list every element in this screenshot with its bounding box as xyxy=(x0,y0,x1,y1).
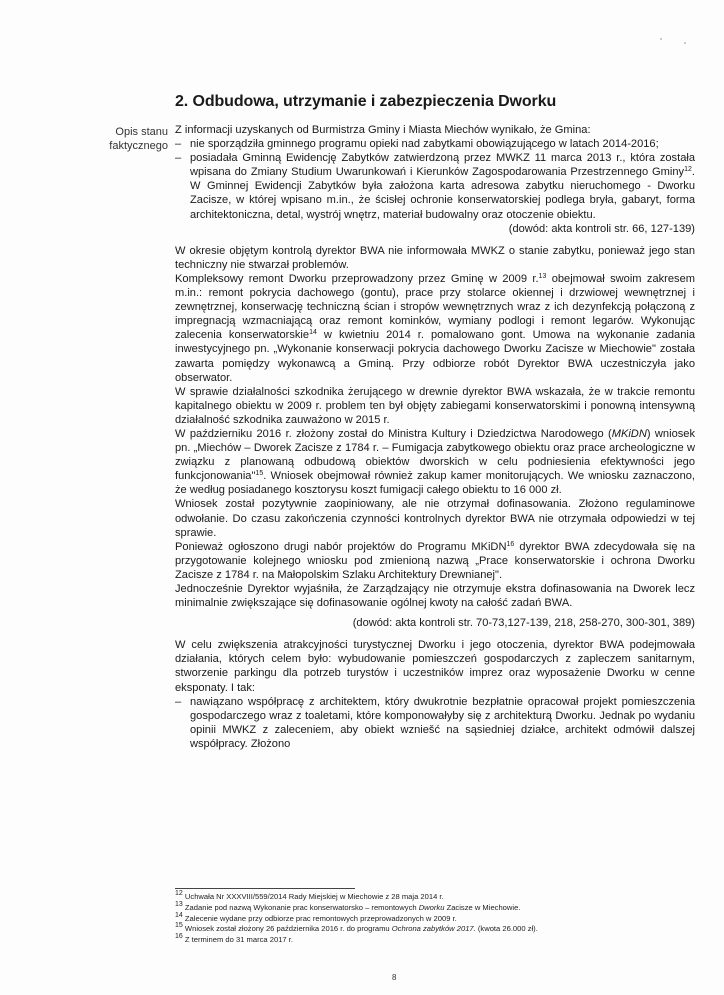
scan-speck xyxy=(684,42,686,44)
footnotes xyxy=(175,892,695,946)
text-run: W październiku 2016 r. złożony został do Ministra Kultury i Dziedzictwa Narodowego ( xyxy=(175,427,612,440)
page-number: 8 xyxy=(392,973,397,982)
footnote-number: 16 xyxy=(175,933,183,941)
footnote xyxy=(175,892,695,903)
evidence-note: (dowód: akta kontroli str. 70-73,127-139, 218, 258-270, 300-301, 389) xyxy=(352,617,695,630)
bullet-item xyxy=(175,151,695,221)
side-label xyxy=(96,125,168,153)
bullet-dash: – xyxy=(175,695,182,708)
footnote xyxy=(175,911,695,925)
footnote-text-italic: Dworku xyxy=(418,902,445,912)
footnote-number: 14 xyxy=(175,911,183,919)
text-run: Ponieważ ogłoszono drugi nabór projektów do Programu MKiDN xyxy=(175,540,507,553)
bullet-dash: – xyxy=(175,138,182,151)
text-run: Kompleksowy remont Dworku przeprowadzony przez Gminę w 2009 r. xyxy=(175,272,539,285)
intro-paragraph: Z informacji uzyskanych od Burmistrza Gminy i Miasta Miechów wynikało, że Gmina: xyxy=(175,124,591,136)
footnote-text: Zacisze w Miechowie. xyxy=(444,902,521,912)
bullet-text: nie sporządziła gminnego programu opieki nad zabytkami obowiązującego w latach 2014-2016; xyxy=(190,138,659,151)
section-heading: 2. Odbudowa, utrzymanie i zabezpieczenia Dworku xyxy=(175,93,557,110)
footnote-number: 12 xyxy=(175,890,183,897)
footnote xyxy=(175,900,695,914)
scan-speck xyxy=(660,38,662,40)
paragraph: W sprawie działalności szkodnika żerującego w drewnie dyrektor BWA wskazała, że w trakcie remontu kapitalnego obiektu w 2009 r. problem ten był objęty zabiegami konserwatorskimi i ponowną intensywną działalność szkodnika zauważono w 2015 r. xyxy=(175,385,695,426)
footnote xyxy=(175,935,695,946)
text-run: . Wniosek obejmował również zakup kamer monitorujących. We wniosku zaznaczono, że według posiadanego kosztorysu koszt fumigacji całego obiektu to 16 000 zł. xyxy=(175,470,695,497)
text-run: dyrektor BWA zdecydowała się na przygotowanie kolejnego wniosku pod zmienioną nazwą „Prace konserwatorskie i ochrona Dworku Zacisze z 1784 r. na Małopolskim Szlaku Architektury Drewnianej". xyxy=(175,540,696,581)
text-run-italic: MKiDN xyxy=(611,427,647,440)
paragraph: Jednocześnie Dyrektor wyjaśniła, że Zarządzający nie otrzymuje ekstra dofinasowania na Dworek lecz minimalnie zwiększające się dofinasowanie ogólnej kwoty na całość zadań BWA. xyxy=(175,583,695,610)
paragraph xyxy=(175,427,695,497)
side-label-line-1: Opis stanu xyxy=(115,126,168,138)
bullet-dash: – xyxy=(175,152,182,165)
bullet-item xyxy=(175,695,695,751)
footnote-number: 13 xyxy=(175,900,183,908)
footnote-ref: 15 xyxy=(255,470,264,478)
footnote-text: Wniosek został złożony 26 października 2016 r. do programu xyxy=(184,924,392,934)
bullet-item xyxy=(175,137,695,151)
footnote-text: (kwota 26.000 zł). xyxy=(475,924,538,934)
paragraph xyxy=(175,540,695,582)
paragraph xyxy=(175,272,695,385)
bullet-text: nawiązano współpracę z architektem, który dwukrotnie bezpłatnie opracował projekt pomieszczenia gospodarczego wraz z toaletami, które komponowałyby się z architekturą Dworku. Jednak po wydaniu opinii MWKZ z zaleceniem, aby obiekt wzniešć na sąsiedniej działce, architekt odmówił dalszej współpracy. Złożono xyxy=(190,695,695,750)
footnote-text: Zadanie pod nazwą Wykonanie prac konserwatorsko – remontowych xyxy=(184,902,419,912)
footnote-ref: 12 xyxy=(684,166,692,174)
footnote-ref: 16 xyxy=(506,540,515,548)
footnote-text-italic: Ochrona zabytków 2017. xyxy=(391,924,476,934)
text-run: obejmował swoim zakresem m.in.: remont pokrycia dachowego (gontu), prace przy stolarce okiennej i drzwiowej wewnętrznej i zewnętrznej, konserwację techniczną ścian i stropów wewnętrznych wraz z ich dezynfekcją połączoną z impregnacją wzmacniającą oraz remont kominków, wymiany podlogi i remont legarów. Wykonując zalecenia konserwatorskie xyxy=(175,272,695,342)
paragraph: W celu zwiększenia atrakcyjności turystycznej Dworku i jego otoczenia, dyrektor BWA podejmowała działania, których celem było: wybudowanie pomieszczeń gospodarczych z zapleczem sanitarnym, stworzenie parkingu dla potrzeb turystów i uczestników imprez oraz wyposażenie Dworku w cenne eksponaty. I tak: xyxy=(175,639,695,694)
footnote-text: Zalecenie wydane przy odbiorze prac remontowych przeprowadzonych w 2009 r. xyxy=(184,913,457,923)
footnote-text: Z terminem do 31 marca 2017 r. xyxy=(184,935,293,945)
text-run: ) wniosek pn. „Miechów – Dworek Zacisze z 1784 r. – Fumigacja zabytkowego obiektu oraz prace archeologiczne w związku z planowaną odbudową obiektów dworskich w celu podniesienia efektywności jego funkcjonowania" xyxy=(175,427,695,483)
bullet-text: . W Gminnej Ewidencji Zabytków była założona karta adresowa zabytku nieruchomego - Dworku Zacisze, w której wpisano m.in., że ścisłej ochronie konserwatorskiej podlega bryła, gabaryt, forma architektoniczna, detal, wystrój wnętrz, materiał budowalny oraz otoczenie obiektu. xyxy=(190,166,695,221)
text-run: w kwietniu 2014 r. pomalowano gont. Umowa na wykonanie zadania inwestycyjnego pn. „Wykonanie konserwacji pokrycia dachowego Dworku Zacisze w Miechowie" została zawarta pomiędzy wykonawcą a Gminą. Przy odbiorze robót Dyrektor BWA uczestniczyła jako obserwator. xyxy=(175,329,696,384)
side-label-line-2: faktycznego xyxy=(109,140,168,152)
footnote-ref: 14 xyxy=(309,329,317,337)
footnote-ref: 13 xyxy=(538,272,547,280)
footnote xyxy=(175,924,695,935)
bullet-text: posiadała Gminną Ewidencję Zabytków zatwierdzoną przez MWKZ 11 marca 2013 r., która została wpisana do Zmiany Studium Uwarunkowań i Kierunków Zagospodarowania Przestrzennego Gminy xyxy=(190,152,695,179)
main-body xyxy=(175,123,695,751)
paragraph: W okresie objętym kontrolą dyrektor BWA nie informowała MWKZ o stanie zabytku, ponieważ jego stan techniczny nie stwarzał problemów. xyxy=(175,244,695,271)
evidence-note: (dowód: akta kontroli str. 66, 127-139) xyxy=(508,222,695,235)
footnote-number: 15 xyxy=(175,922,183,930)
paragraph: Wniosek został pozytywnie zaopiniowany, ale nie otrzymał dofinasowania. Złożono regulaminowe odwołanie. Do czasu zakończenia czynności kontrolnych dyrektor BWA nie otrzymała odpowiedzi w tej sprawie. xyxy=(175,498,695,539)
footnote-text: Uchwała Nr XXXVIII/559/2014 Rady Miejskiej w Miechowie z 28 maja 2014 r. xyxy=(184,892,444,901)
footnote-divider xyxy=(175,888,355,889)
